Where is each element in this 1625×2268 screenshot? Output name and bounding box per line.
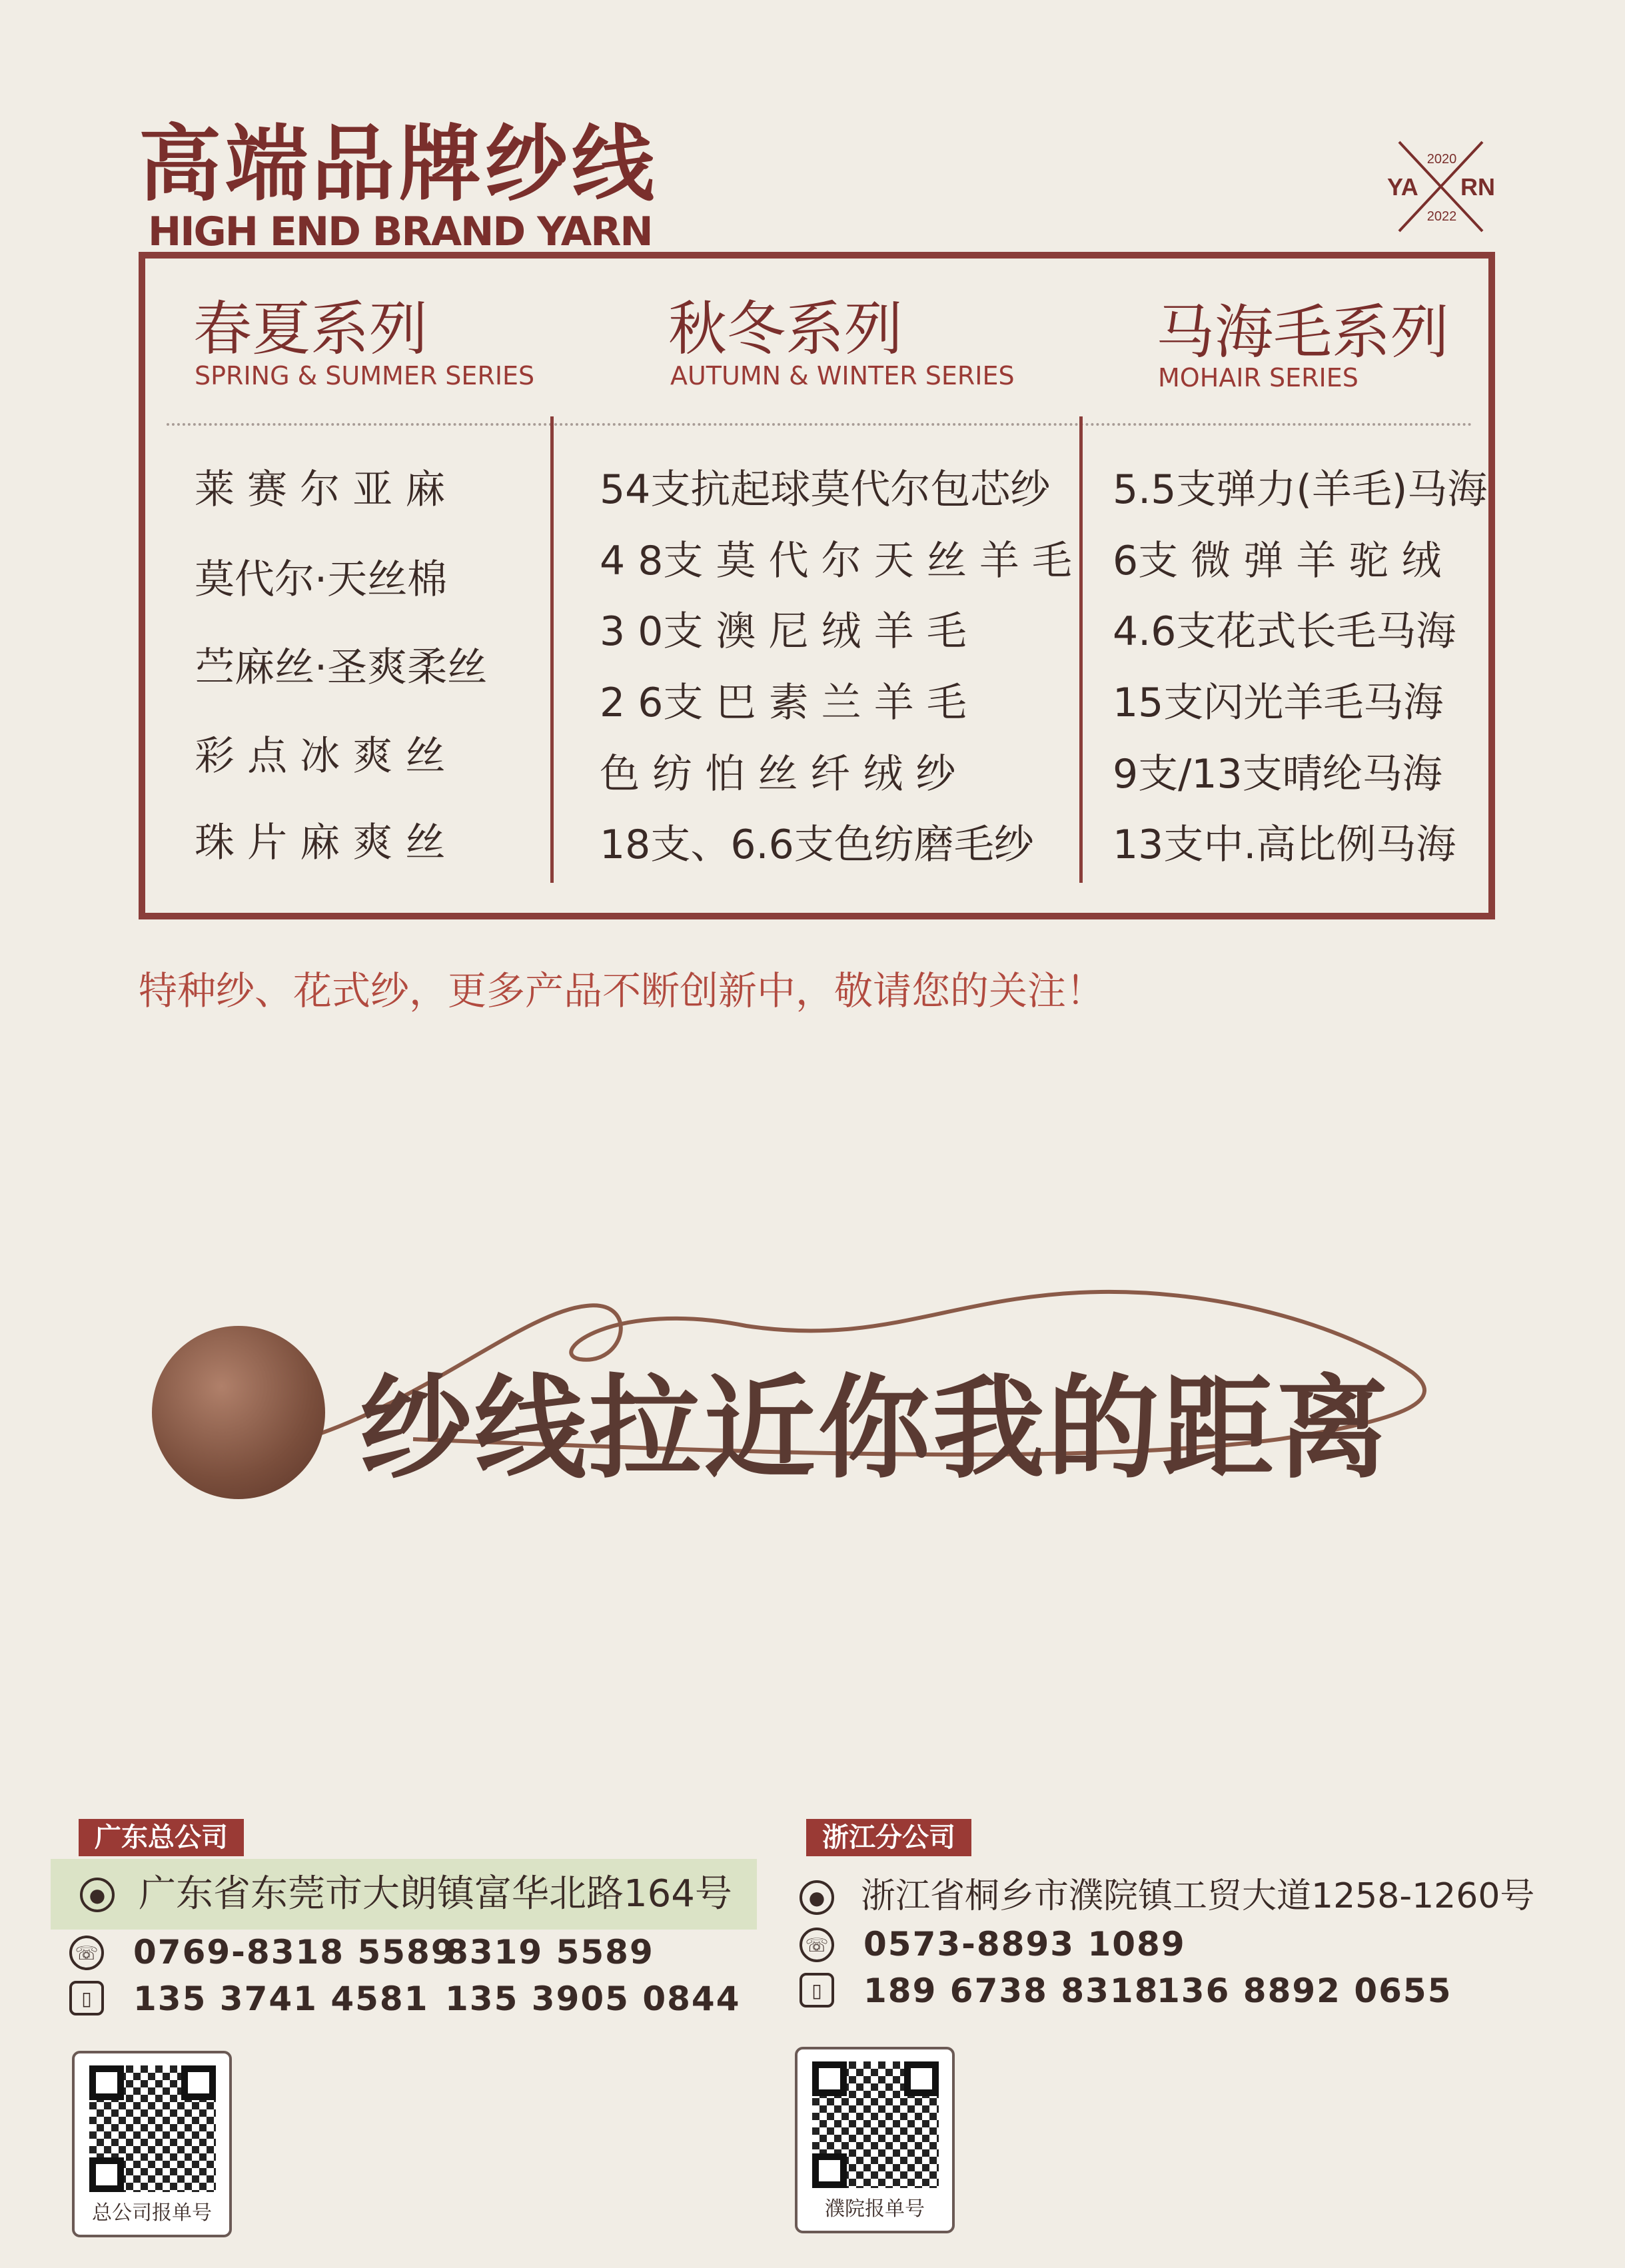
column-divider [1079,416,1083,883]
column-subtitle-mohair: MOHAIR SERIES [1158,363,1358,392]
list-item: 莫代尔·天丝棉 [195,556,448,603]
page-title: 高端品牌纱线 [139,117,659,213]
mobile-zhejiang-2: 136 8892 0655 [1157,1972,1452,2010]
qr-label-zhejiang: 濮院报单号 [825,2197,925,2221]
list-item: 4.6支花式长毛马海 [1113,608,1456,655]
qr-code-zhejiang[interactable] [795,2047,955,2233]
list-item: 5.5支弹力(羊毛)马海 [1113,466,1488,513]
yarn-logo [1372,137,1506,237]
address-guangdong: 广东省东莞市大朗镇富华北路164号 [139,1872,732,1916]
phone-guangdong-2: 8319 5589 [445,1933,654,1972]
list-item: 2 6支 巴 素 兰 羊 毛 [600,680,967,726]
list-item: 13支中.高比例马海 [1113,822,1456,868]
column-title-autumn: 秋冬系列 [668,294,903,363]
list-item: 4 8支 莫 代 尔 天 丝 羊 毛 [600,538,1072,584]
office-badge-zhejiang: 浙江分公司 [806,1819,971,1856]
column-subtitle-autumn: AUTUMN & WINTER SERIES [670,361,1015,390]
list-item: 15支闪光羊毛马海 [1113,680,1444,726]
notice-text: 特种纱、花式纱，更多产品不断创新中，敬请您的关注！ [139,968,1105,1013]
mobile-icon: ▯ [69,1981,104,2015]
mobile-zhejiang-1: 189 6738 8318 [863,1972,1159,2010]
list-item: 3 0支 澳 尼 绒 羊 毛 [600,608,967,655]
phone-icon: ☏ [800,1928,834,1962]
dotted-divider [167,423,1472,426]
yarn-ball-icon [152,1326,325,1499]
logo-bottom-year: 2022 [1426,209,1457,224]
phone-zhejiang-1: 0573-8893 1089 [863,1925,1186,1964]
mobile-guangdong-2: 135 3905 0844 [445,1980,741,2018]
list-item: 珠 片 麻 爽 丝 [195,820,446,866]
column-title-mohair: 马海毛系列 [1156,298,1450,366]
list-item: 色 纺 怕 丝 纤 绒 纱 [600,751,956,798]
list-item: 苎麻丝·圣爽柔丝 [195,644,488,691]
logo-left: YA [1387,173,1418,201]
list-item: 莱 赛 尔 亚 麻 [195,466,446,513]
address-zhejiang: 浙江省桐乡市濮院镇工贸大道1258-1260号 [861,1876,1535,1916]
slogan: 纱线拉近你我的距离 [360,1363,1391,1494]
list-item: 18支、6.6支色纺磨毛纱 [600,822,1034,868]
column-divider [550,416,554,883]
mobile-guangdong-1: 135 3741 4581 [133,1980,429,2018]
qr-label-guangdong: 总公司报单号 [92,2201,212,2225]
list-item: 彩 点 冰 爽 丝 [195,733,446,780]
qr-code-guangdong[interactable] [72,2051,232,2237]
column-subtitle-spring: SPRING & SUMMER SERIES [195,361,535,390]
list-item: 6支 微 弹 羊 驼 绒 [1113,538,1442,584]
page-title-english: HIGH END BRAND YARN [148,209,652,255]
logo-top-year: 2020 [1426,152,1457,167]
phone-icon: ☏ [69,1936,104,1970]
column-title-spring: 春夏系列 [193,294,428,363]
mobile-icon: ▯ [800,1973,834,2007]
location-icon: ● [80,1878,115,1912]
office-badge-guangdong: 广东总公司 [79,1819,244,1856]
list-item: 54支抗起球莫代尔包芯纱 [600,466,1051,513]
list-item: 9支/13支晴纶马海 [1113,751,1442,798]
logo-right: RN [1460,173,1495,201]
location-icon: ● [800,1880,834,1915]
phone-guangdong-1: 0769-8318 5589 [133,1933,456,1972]
